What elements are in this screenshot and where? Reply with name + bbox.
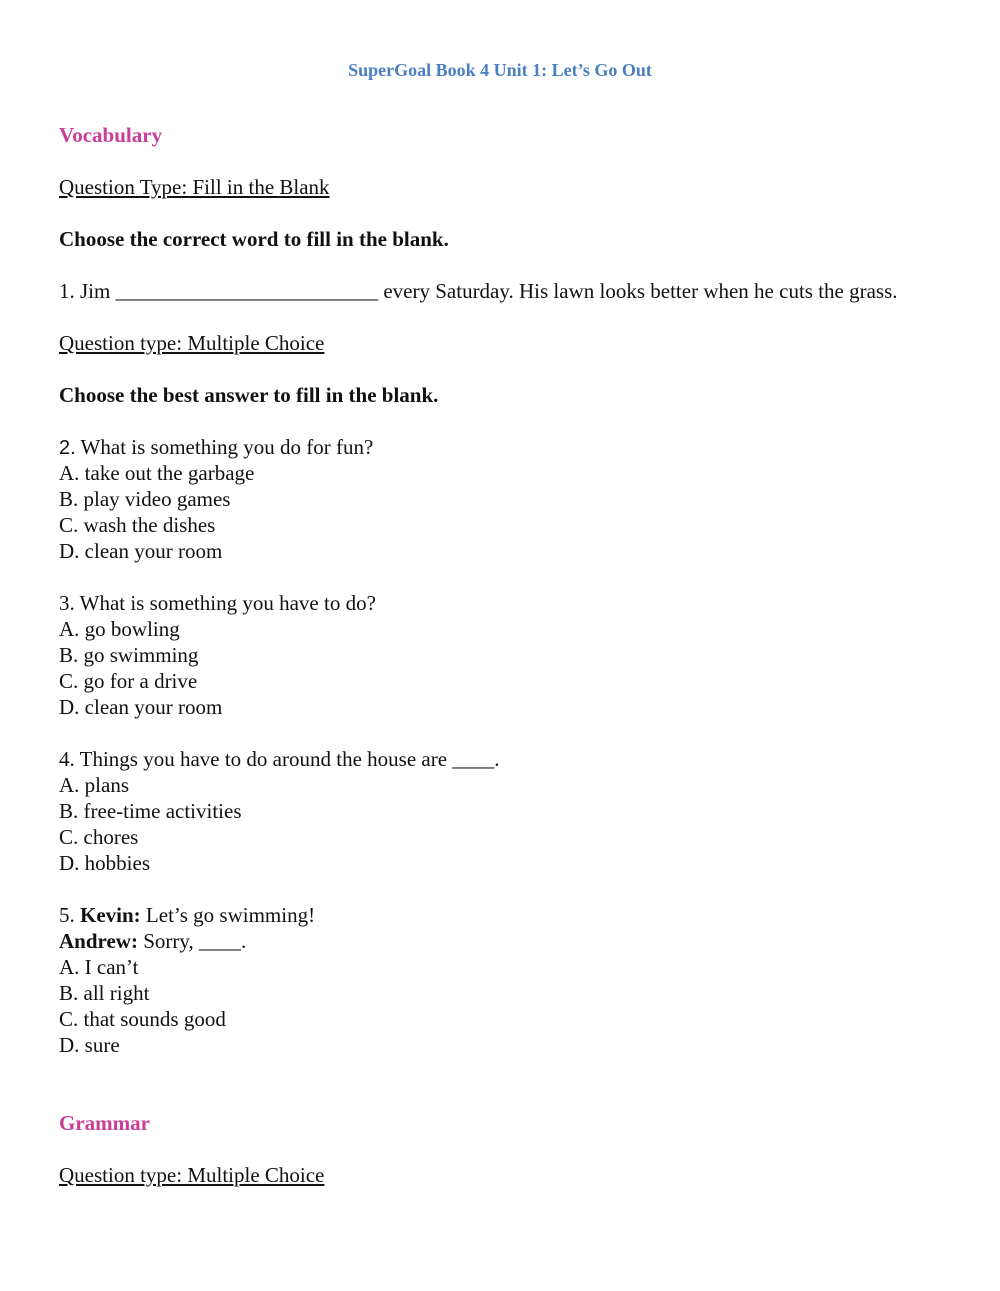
- answer-option[interactable]: B. all right: [59, 981, 150, 1005]
- answer-option[interactable]: D. hobbies: [59, 851, 150, 875]
- answer-option[interactable]: B. go swimming: [59, 643, 199, 667]
- question-5-number: 5.: [59, 903, 75, 927]
- vocabulary-heading: Vocabulary: [59, 123, 163, 147]
- question-5-speaker-2: Andrew:: [59, 929, 138, 953]
- fill-blank-type-label: Question Type: Fill in the Blank: [59, 175, 330, 199]
- question-4-number: 4.: [59, 747, 75, 771]
- question-2-stem: [59, 434, 929, 460]
- question-1-suffix: every Saturday. His lawn looks better when he cuts the grass.: [378, 279, 898, 303]
- answer-option[interactable]: A. take out the garbage: [59, 461, 255, 485]
- answer-option[interactable]: C. go for a drive: [59, 669, 198, 693]
- question-5-line-1-text: Let’s go swimming!: [140, 903, 316, 927]
- question-3-number: 3.: [59, 591, 75, 615]
- answer-option[interactable]: D. clean your room: [59, 695, 223, 719]
- question-3-stem: [59, 590, 929, 616]
- answer-option[interactable]: C. that sounds good: [59, 1007, 226, 1031]
- answer-option[interactable]: C. wash the dishes: [59, 513, 216, 537]
- question-4-stem: [59, 746, 929, 772]
- question-3: [59, 590, 929, 720]
- question-4: [59, 746, 929, 876]
- grammar-type-label: Question type: Multiple Choice: [59, 1163, 325, 1187]
- document-title: SuperGoal Book 4 Unit 1: Let’s Go Out: [348, 60, 652, 80]
- question-5-line-2-text: Sorry, ____.: [137, 929, 247, 953]
- question-4-text: Things you have to do around the house are ____.: [74, 747, 500, 771]
- question-5-line-1: [59, 902, 929, 928]
- question-2-number: 2.: [59, 437, 76, 459]
- answer-option[interactable]: D. sure: [59, 1033, 120, 1057]
- answer-option[interactable]: D. clean your room: [59, 539, 223, 563]
- question-5: [59, 902, 929, 1058]
- fill-blank-instruction: Choose the correct word to fill in the blank.: [59, 227, 449, 251]
- question-2: [59, 434, 929, 564]
- question-2-text: What is something you do for fun?: [75, 435, 374, 459]
- question-3-text: What is something you have to do?: [74, 591, 376, 615]
- answer-option[interactable]: B. free-time activities: [59, 799, 242, 823]
- question-1-prefix: 1. Jim: [59, 279, 116, 303]
- grammar-heading: Grammar: [59, 1111, 150, 1135]
- answer-option[interactable]: C. chores: [59, 825, 139, 849]
- question-5-speaker-1: Kevin:: [80, 903, 141, 927]
- answer-option[interactable]: B. play video games: [59, 487, 231, 511]
- worksheet-content: [59, 122, 929, 1188]
- question-1: [59, 278, 929, 304]
- multiple-choice-type-label: Question type: Multiple Choice: [59, 331, 325, 355]
- answer-option[interactable]: A. I can’t: [59, 955, 139, 979]
- answer-option[interactable]: A. plans: [59, 773, 129, 797]
- answer-option[interactable]: A. go bowling: [59, 617, 180, 641]
- question-5-line-2: [59, 928, 929, 954]
- question-1-blank[interactable]: _________________________: [115, 279, 379, 303]
- multiple-choice-instruction: Choose the best answer to fill in the blank.: [59, 383, 439, 407]
